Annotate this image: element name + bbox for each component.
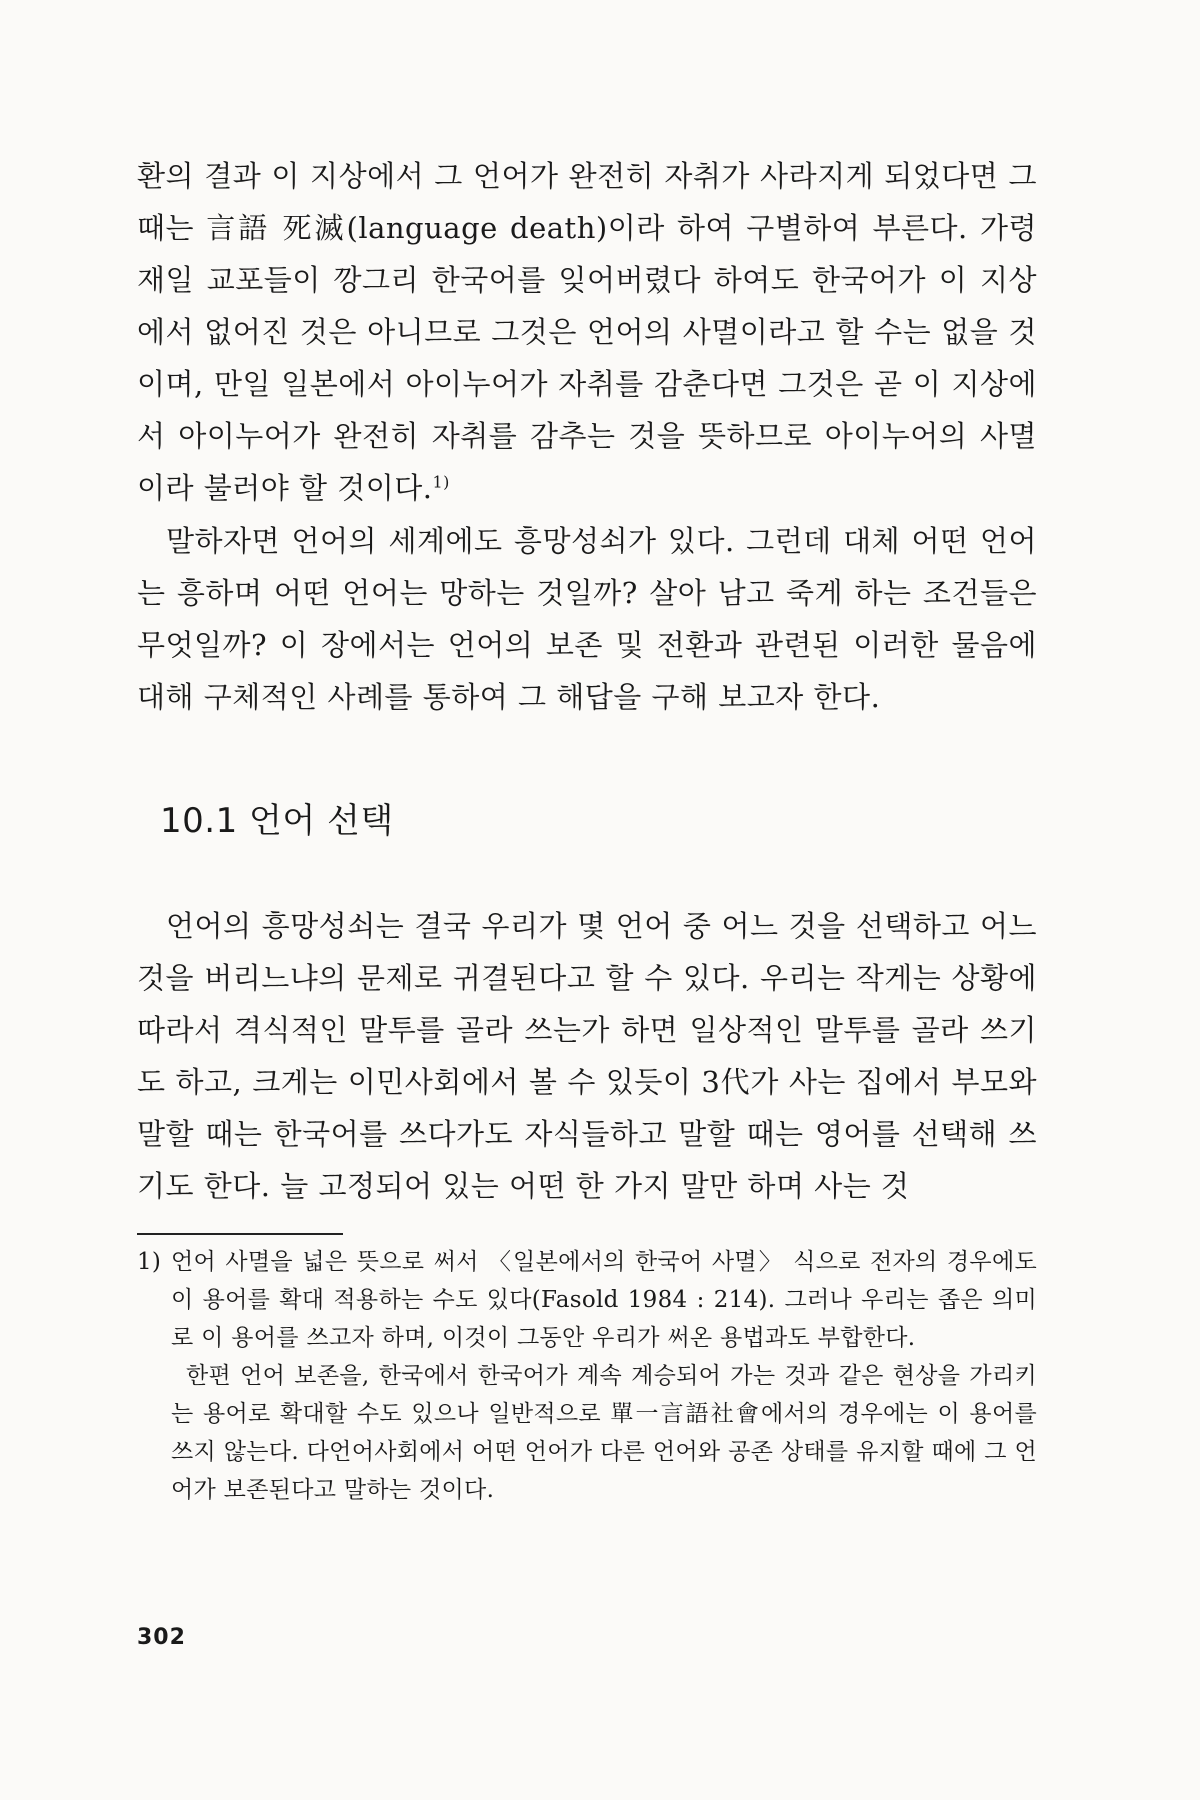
footnote-text: 언어 사멸을 넓은 뜻으로 써서 〈일본에서의 한국어 사멸〉 식으로 전자의 경우에도 이 용어를 확대 적용하는 수도 있다(Fasold 1984 : 214). 그러나 우리는 좁은 의미로 이 용어를 쓰고자 하며, 이것이 그동안 우리가 써온 용법과도 부합한다. xyxy=(171,1249,1037,1351)
paragraph-text: 말하자면 언어의 세계에도 흥망성쇠가 있다. 그런데 대체 어떤 언어는 흥하며 어떤 언어는 망하는 것일까? 살아 남고 죽게 하는 조건들은 무엇일까? 이 장에서는 언어의 보존 및 전환과 관련된 이러한 물음에 대해 구체적인 사례를 통하여 그 해답을 구해 보고자 한다. xyxy=(137,524,1037,714)
body-paragraph-continued xyxy=(137,150,1037,514)
footnote-1 xyxy=(137,1243,1037,1357)
footnote-marker: 1) xyxy=(137,1249,162,1275)
footnote-reference: 1) xyxy=(432,472,450,492)
page-number: 302 xyxy=(137,1625,186,1650)
footnote-1-continued: 한편 언어 보존을, 한국에서 한국어가 계속 계승되어 가는 것과 같은 현상을 가리키는 용어로 확대할 수도 있으나 일반적으로 單一言語社會에서의 경우에는 이 용어를 쓰지 않는다. 다언어사회에서 어떤 언어가 다른 언어와 공존 상태를 유지할 때에 그 언어가 보존된다고 말하는 것이다. xyxy=(171,1363,1037,1503)
body-paragraph xyxy=(137,515,1037,723)
section-heading: 10.1 언어 선택 xyxy=(160,801,394,841)
paragraph-text: 언어의 흥망성쇠는 결국 우리가 몇 언어 중 어느 것을 선택하고 어느 것을 버리느냐의 문제로 귀결된다고 할 수 있다. 우리는 작게는 상황에 따라서 격식적인 말투를 골라 쓰는가 하면 일상적인 말투를 골라 쓰기도 하고, 크게는 이민사회에서 볼 수 있듯이 3代가 사는 집에서 부모와 말할 때는 한국어를 쓰다가도 자식들하고 말할 때는 영어를 선택해 쓰기도 한다. 늘 고정되어 있는 어떤 한 가지 말만 하며 사는 것 xyxy=(137,909,1037,1203)
paragraph-text: 환의 결과 이 지상에서 그 언어가 완전히 자취가 사라지게 되었다면 그때는 言語 死滅(language death)이라 하여 구별하여 부른다. 가령 재일 교포들이 깡그리 한국어를 잊어버렸다 하여도 한국어가 이 지상에서 없어진 것은 아니므로 그것은 언어의 사멸이라고 할 수는 없을 것이며, 만일 일본에서 아이누어가 자취를 감춘다면 그것은 곧 이 지상에서 아이누어가 완전히 자취를 감추는 것을 뜻하므로 아이누어의 사멸이라 불러야 할 것이다. xyxy=(137,159,1037,505)
footnote-divider xyxy=(137,1233,343,1235)
footnote-block xyxy=(137,1243,1037,1509)
body-paragraph xyxy=(137,900,1037,1212)
